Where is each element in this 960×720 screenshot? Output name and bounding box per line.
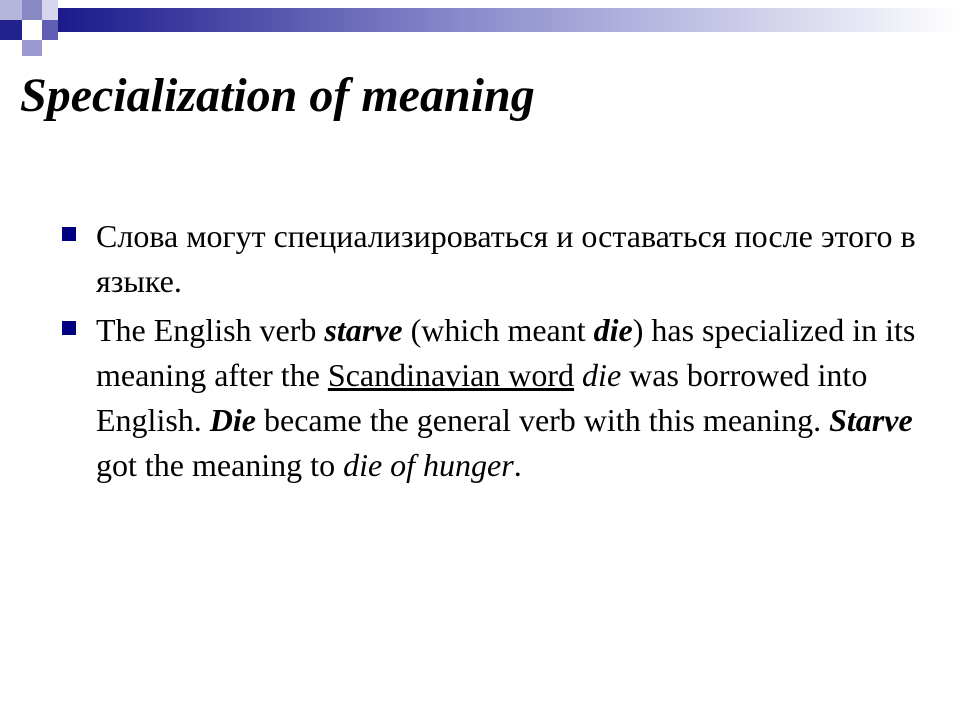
- text-segment: (which meant: [402, 312, 594, 348]
- italic-text-segment: die of hunger: [343, 447, 514, 483]
- bold-italic-text-segment: die: [593, 312, 633, 348]
- italic-text-segment: die: [582, 357, 622, 393]
- slide-title: Specialization of meaning: [20, 69, 535, 122]
- gradient-squares-decoration: [0, 0, 960, 60]
- bullet-text: [96, 218, 916, 299]
- slide-body: [60, 214, 920, 488]
- bullet-item: [60, 214, 920, 304]
- text-segment: .: [513, 447, 522, 483]
- bullet-item: [60, 308, 920, 488]
- bold-italic-text-segment: Die: [209, 402, 256, 438]
- underline-text-segment: Scandinavian word: [327, 357, 575, 393]
- bullet-text: [96, 312, 915, 483]
- text-segment: became the general verb with this meaning.: [255, 402, 830, 438]
- text-segment: was borrowed into English.: [96, 357, 868, 438]
- text-segment: ) has specialized in its meaning after the: [96, 312, 916, 393]
- square-bullet-icon: [62, 321, 76, 335]
- text-segment: got the meaning to: [96, 447, 344, 483]
- text-segment: The English verb: [96, 312, 325, 348]
- bold-italic-text-segment: starve: [324, 312, 403, 348]
- text-segment: Слова могут специализироваться и оставаться после этого в языке.: [96, 218, 916, 299]
- bold-italic-text-segment: Starve: [829, 402, 913, 438]
- square-bullet-icon: [62, 227, 76, 241]
- text-segment: [574, 357, 582, 393]
